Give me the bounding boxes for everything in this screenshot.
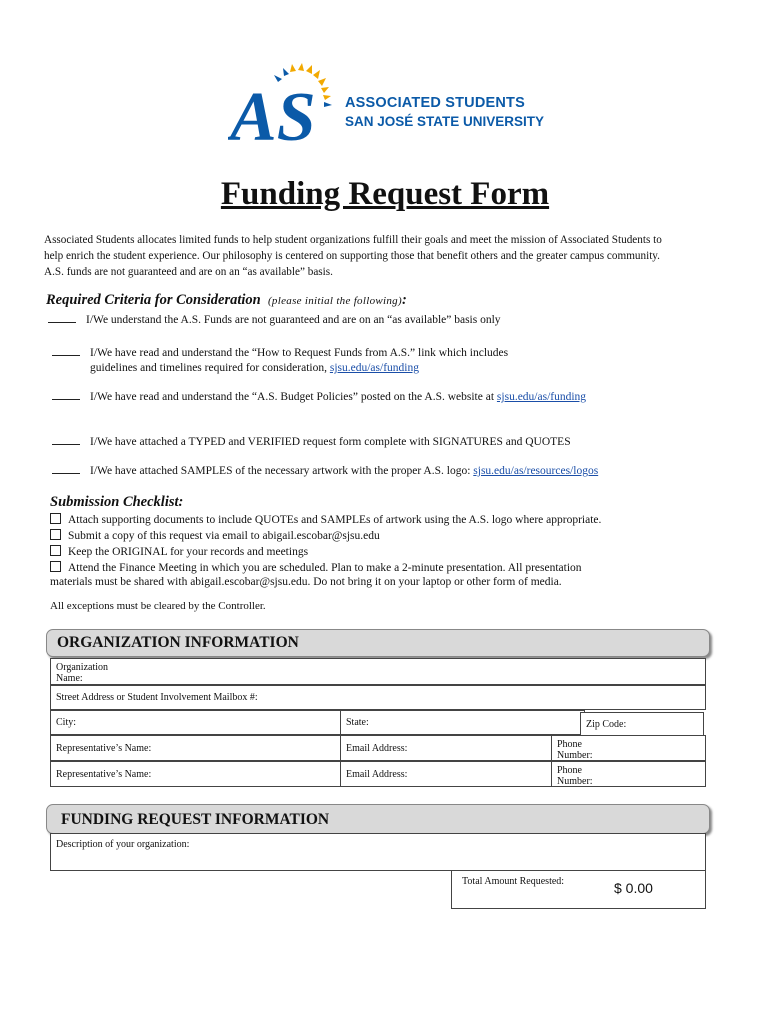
brand-line-2: SAN JOSÉ STATE UNIVERSITY — [345, 114, 545, 129]
city-field[interactable] — [50, 710, 341, 735]
initial-blank[interactable] — [52, 434, 80, 445]
initial-blank[interactable] — [52, 389, 80, 400]
logo-letters: AS — [230, 79, 316, 150]
initial-blank[interactable] — [52, 463, 80, 474]
street-label: Street Address or Student Involvement Mailbox #: — [56, 692, 258, 703]
street-field[interactable] — [50, 685, 706, 710]
rep1-name-label: Representative’s Name: — [56, 743, 152, 754]
initial-blank[interactable] — [48, 312, 76, 323]
funding-info-header — [46, 804, 710, 834]
checklist-item: Attach supporting documents to include QUOTEs and SAMPLEs of artwork using the A.S. logo where appropriate. — [50, 513, 601, 528]
checkbox[interactable] — [50, 529, 61, 540]
checklist-item: Keep the ORIGINAL for your records and meetings — [50, 545, 308, 560]
total-amount-value: $ 0.00 — [614, 880, 653, 896]
funding-link[interactable]: sjsu.edu/as/funding — [329, 362, 419, 374]
total-amount-label: Total Amount Requested: — [462, 876, 565, 887]
funding-info-title: FUNDING REQUEST INFORMATION — [61, 811, 330, 828]
rep2-phone-field[interactable] — [551, 761, 706, 787]
checkbox[interactable] — [50, 513, 61, 524]
checklist-continuation: materials must be shared with abigail.escobar@sjsu.edu. Do not bring it on your laptop or other form of media. — [50, 576, 562, 588]
rep2-name-field[interactable] — [50, 761, 341, 787]
rep1-email-label: Email Address: — [346, 743, 408, 754]
rep2-phone-label: Phone Number: — [557, 765, 593, 787]
criteria-item: I/We have attached SAMPLES of the necessary artwork with the proper A.S. logo: sjsu.edu/as/resources/logos — [52, 463, 598, 479]
zip-label: Zip Code: — [586, 719, 627, 730]
exceptions-note: All exceptions must be cleared by the Controller. — [50, 600, 266, 612]
state-field[interactable] — [340, 710, 585, 735]
criteria-item: I/We have read and understand the “A.S. Budget Policies” posted on the A.S. website at sjsu.edu/as/funding — [52, 389, 586, 405]
initial-blank[interactable] — [52, 345, 80, 356]
rep1-email-field[interactable] — [340, 735, 552, 761]
checklist-heading: Submission Checklist: — [50, 494, 184, 510]
rep2-name-label: Representative’s Name: — [56, 769, 152, 780]
criteria-item: I/We understand the A.S. Funds are not guaranteed and are on an “as available” basis only — [48, 312, 501, 328]
state-label: State: — [346, 717, 369, 728]
criteria-item: I/We have attached a TYPED and VERIFIED request form complete with SIGNATURES and QUOTES — [52, 434, 571, 450]
org-description-label: Description of your organization: — [56, 839, 190, 850]
org-name-field[interactable] — [50, 658, 706, 685]
as-logo-mark — [228, 62, 348, 150]
checklist-item: Attend the Finance Meeting in which you are scheduled. Plan to make a 2-minute presentation. All presentation — [50, 561, 582, 576]
org-description-field[interactable] — [50, 833, 706, 871]
rep2-email-field[interactable] — [340, 761, 552, 787]
org-name-label: Organization Name: — [56, 662, 109, 684]
rep1-phone-label: Phone Number: — [557, 739, 593, 761]
logos-link[interactable]: sjsu.edu/as/resources/logos — [473, 465, 599, 477]
zip-field[interactable] — [580, 712, 704, 737]
page-title: Funding Request Form — [220, 176, 550, 212]
org-info-header — [46, 629, 710, 657]
checkbox[interactable] — [50, 545, 61, 556]
intro-paragraph: Associated Students allocates limited funds to help student organizations fulfill their goals and meet the mission of Associated Students to help enrich the student experience. Our philosophy is centered on supporting those that benefit others and the greater campus community. A.S. funds are not guaranteed and are on an “as available” basis. — [44, 234, 662, 278]
criteria-item: I/We have read and understand the “How to Request Funds from A.S.” link which includes guidelines and timelines required for consideration, sjsu.edu/as/funding — [52, 345, 508, 376]
total-amount-field[interactable] — [451, 870, 706, 909]
budget-policies-link[interactable]: sjsu.edu/as/funding — [496, 391, 587, 403]
criteria-subheading: (please initial the following) — [267, 295, 402, 307]
checkbox[interactable] — [50, 561, 61, 572]
rep2-email-label: Email Address: — [346, 769, 408, 780]
rep1-phone-field[interactable] — [551, 735, 706, 761]
rep1-name-field[interactable] — [50, 735, 341, 761]
city-label: City: — [56, 717, 77, 728]
checklist-item: Submit a copy of this request via email to abigail.escobar@sjsu.edu — [50, 529, 380, 544]
brand-line-1: ASSOCIATED STUDENTS — [345, 95, 525, 111]
criteria-heading: Required Criteria for Consideration (please initial the following): — [46, 292, 407, 308]
org-info-title: ORGANIZATION INFORMATION — [57, 634, 299, 651]
